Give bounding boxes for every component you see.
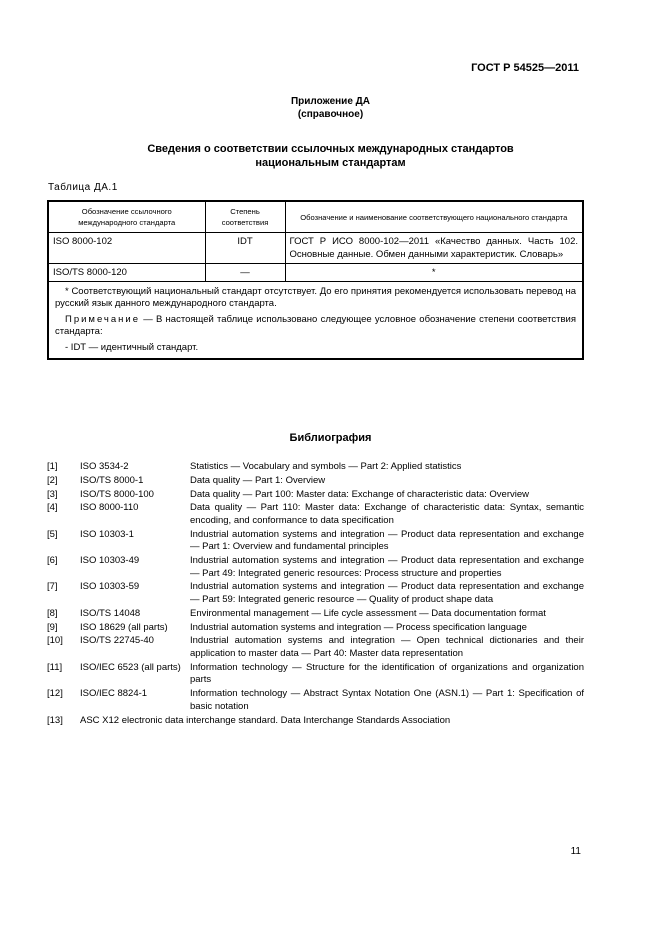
cell-intl: ISO 8000-102 <box>48 233 205 264</box>
bib-code: ISO 8000-110 <box>80 502 139 514</box>
bib-code: ISO 10303-1 <box>80 528 134 540</box>
bib-number: [9] <box>47 621 58 633</box>
list-item <box>47 489 584 502</box>
table-footnote: * Соответствующий национальный стандарт отсутствует. До его принятия рекомендуется использовать перевод на русский язык данного международного стандарта. <box>55 286 576 309</box>
table-header-row <box>48 201 583 233</box>
bib-code: ISO/TS 14048 <box>80 607 141 619</box>
cell-national: * <box>285 264 583 282</box>
bib-number: [3] <box>47 488 58 500</box>
bib-title: ASC X12 electronic data interchange standard. Data Interchange Standards Association <box>80 714 451 726</box>
list-item <box>47 475 584 488</box>
bib-title: Data quality — Part 1: Overview <box>190 474 326 486</box>
bibliography-title: Библиография <box>289 432 372 444</box>
bib-number: [12] <box>47 688 63 700</box>
appendix-subtitle: (справочное) <box>297 109 364 120</box>
bib-code: ISO/TS 22745-40 <box>80 635 154 647</box>
list-item <box>47 635 584 660</box>
list-item <box>47 622 584 635</box>
bib-number: [1] <box>47 461 58 472</box>
bib-title: Information technology — Abstract Syntax Notation One (ASN.1) — Part 1: Specification of basic notation <box>190 688 584 712</box>
bib-number: [5] <box>47 528 58 540</box>
note-text: — В настоящей таблице использовано следующее условное обозначение степени соответствия стандарта: <box>55 314 576 337</box>
section-title-line1: Сведения о соответствии ссылочных международных стандартов <box>147 143 514 155</box>
table-row <box>48 264 583 282</box>
table-note <box>55 314 576 338</box>
appendix-heading <box>0 95 661 121</box>
bib-title: Industrial automation systems and integration — Process specification language <box>190 621 527 633</box>
list-item <box>47 608 584 621</box>
bib-number: [7] <box>47 581 58 593</box>
page-number: 11 <box>570 846 581 857</box>
list-item <box>47 502 584 527</box>
cell-intl: ISO/TS 8000-120 <box>48 264 205 282</box>
section-title-line2: национальным стандартам <box>255 157 406 169</box>
bibliography-list <box>47 461 584 728</box>
bib-code: ISO/TS 8000-100 <box>80 488 154 500</box>
note-label: Примечание <box>65 314 140 325</box>
table-notes-row <box>48 282 583 360</box>
cell-degree: IDT <box>205 233 285 264</box>
bib-title: Industrial automation systems and integration — Open technical dictionaries and their application to master data — Part 40: Master data representation <box>190 635 584 659</box>
list-item <box>47 529 584 554</box>
bib-title: Industrial automation systems and integration — Product data representation and exchange — Part 1: Overview and fundamental principles <box>190 528 584 553</box>
bib-number: [6] <box>47 555 58 567</box>
appendix-title: Приложение ДА <box>290 96 371 107</box>
bib-number: [11] <box>47 661 63 673</box>
bib-number: [8] <box>47 607 58 619</box>
bib-title: Environmental management — Life cycle assessment — Data documentation format <box>190 607 546 619</box>
bib-code: ISO/IEC 8824-1 <box>80 688 148 700</box>
bib-title: Statistics — Vocabulary and symbols — Part 2: Applied statistics <box>190 461 462 472</box>
cell-degree: — <box>205 264 285 282</box>
table-row <box>48 233 583 264</box>
cell-national: ГОСТ Р ИСО 8000-102—2011 «Качество данных. Часть 102. Основные данные. Обмен данными характеристик. Словарь» <box>285 233 583 264</box>
bib-code: ISO/IEC 6523 (all parts) <box>80 661 181 673</box>
list-item <box>47 688 584 713</box>
header-national-standard: Обозначение и наименование соответствующего национального стандарта <box>285 201 583 233</box>
bib-title: Industrial automation systems and integration — Product data representation and exchange — Part 59: Integrated generic resource — Quality of product shape data <box>190 581 584 606</box>
bib-code: ISO/TS 8000-1 <box>80 474 144 486</box>
section-title <box>0 142 661 170</box>
bib-number: [4] <box>47 502 58 514</box>
bib-title: Information technology — Structure for the identification of organizations and organization parts <box>190 661 584 686</box>
bib-number: [2] <box>47 474 58 486</box>
list-item <box>47 555 584 580</box>
bib-number: [10] <box>47 635 63 647</box>
document-header: ГОСТ Р 54525—2011 <box>471 62 579 74</box>
bib-title: Data quality — Part 100: Master data: Exchange of characteristic data: Overview <box>190 488 529 500</box>
bib-code: ISO 3534-2 <box>80 461 129 472</box>
table-notes <box>48 282 583 360</box>
header-intl-standard: Обозначение ссылочного международного стандарта <box>48 201 205 233</box>
list-item <box>47 581 584 606</box>
note-item: - IDT — идентичный стандарт. <box>65 342 199 353</box>
list-item <box>47 662 584 687</box>
table-caption: Таблица ДА.1 <box>48 182 118 193</box>
bib-title: Industrial automation systems and integration — Product data representation and exchange — Part 49: Integrated generic resources: Process structure and properties <box>190 555 584 579</box>
list-item <box>47 461 584 474</box>
bib-code: ISO 10303-59 <box>80 581 140 593</box>
bib-title: Data quality — Part 110: Master data: Exchange of characteristic data: Syntax, semantic encoding, and conformance to data specification <box>190 502 584 526</box>
correspondence-table <box>47 200 584 360</box>
bib-number: [13] <box>47 714 63 726</box>
bib-code: ISO 18629 (all parts) <box>80 621 168 633</box>
list-item <box>47 715 584 728</box>
header-degree: Степень соответствия <box>205 201 285 233</box>
bib-code: ISO 10303-49 <box>80 555 140 567</box>
